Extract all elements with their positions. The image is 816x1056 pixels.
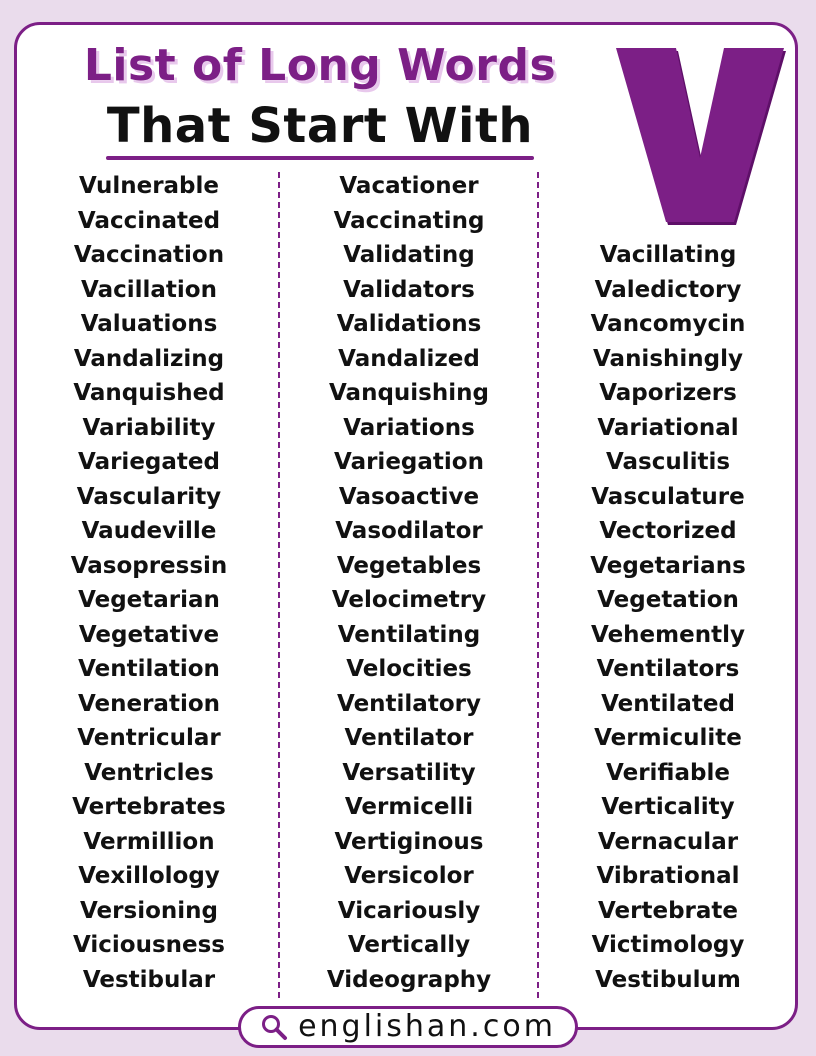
word-item: Validations xyxy=(336,311,482,337)
word-item: Vertically xyxy=(347,932,471,958)
word-column-3 xyxy=(548,238,788,997)
word-item: Vasculitis xyxy=(605,449,731,475)
word-item: Variegated xyxy=(78,449,220,475)
word-item: Vibrational xyxy=(596,863,740,889)
word-item: Velocimetry xyxy=(331,587,487,613)
word-item: Vancomycin xyxy=(590,311,746,337)
word-item: Victimology xyxy=(591,932,745,958)
word-item: Validators xyxy=(343,276,475,303)
word-item: Velocities xyxy=(346,656,472,682)
word-item: Vertiginous xyxy=(334,828,484,855)
word-item: Versatility xyxy=(342,759,476,786)
word-column-2 xyxy=(289,169,529,997)
word-item: Ventricular xyxy=(77,725,221,751)
word-item: Vertebrate xyxy=(598,897,738,924)
word-item: Vexillology xyxy=(78,863,220,889)
word-item: Vaporizers xyxy=(599,380,737,406)
word-item: Verifiable xyxy=(606,759,730,786)
word-item: Ventricles xyxy=(84,759,214,786)
word-item: Versicolor xyxy=(344,863,474,889)
word-item: Ventilators xyxy=(596,656,740,682)
word-item: Vegetarian xyxy=(78,587,220,613)
word-item: Vasculature xyxy=(591,483,745,510)
word-item: Vacillating xyxy=(599,242,737,268)
word-item: Vernacular xyxy=(597,828,739,855)
word-item: Vestibulum xyxy=(595,966,741,993)
word-item: Vaccinated xyxy=(77,207,221,234)
word-item: Videography xyxy=(326,966,492,993)
word-item: Viciousness xyxy=(72,932,225,958)
word-item: Valedictory xyxy=(594,276,742,303)
word-item: Vegetarians xyxy=(590,552,746,579)
word-item: Ventilating xyxy=(337,621,481,648)
word-item: Vasoactive xyxy=(338,483,480,510)
word-item: Vegetables xyxy=(336,552,482,579)
word-item: Ventilator xyxy=(344,725,474,751)
word-item: Vasopressin xyxy=(70,552,228,579)
word-item: Variability xyxy=(82,414,216,441)
word-item: Vermillion xyxy=(83,828,215,855)
word-item: Vascularity xyxy=(76,483,222,510)
word-item: Vulnerable xyxy=(78,173,220,199)
column-divider-1 xyxy=(278,172,280,998)
word-item: Variations xyxy=(343,414,475,441)
word-item: Vaccinating xyxy=(333,207,485,234)
word-item: Vehemently xyxy=(591,621,745,648)
word-item: Ventilation xyxy=(78,656,220,682)
word-item: Vanquished xyxy=(73,380,225,406)
word-item: Vacillation xyxy=(81,276,217,303)
word-item: Vicariously xyxy=(337,897,481,924)
word-item: Vermicelli xyxy=(344,794,474,820)
website-url[interactable]: englishan.com xyxy=(298,1009,556,1044)
word-item: Valuations xyxy=(80,311,218,337)
column-divider-2 xyxy=(537,172,539,998)
big-letter-v xyxy=(608,40,788,230)
word-item: Vandalized xyxy=(338,345,480,372)
word-column-1 xyxy=(29,169,269,997)
word-item: Vermiculite xyxy=(594,725,742,751)
title-line-2: That Start With xyxy=(106,98,534,154)
word-item: Veneration xyxy=(77,690,221,717)
word-item: Ventilated xyxy=(601,690,735,717)
word-item: Vaccination xyxy=(73,242,225,268)
word-item: Vertebrates xyxy=(72,794,226,820)
word-item: Vestibular xyxy=(82,966,216,993)
title-underline xyxy=(106,156,534,160)
word-item: Vacationer xyxy=(339,173,479,199)
title-line-1: List of Long Words xyxy=(83,40,557,91)
word-item: Validating xyxy=(343,242,475,268)
word-item: Vectorized xyxy=(599,518,737,544)
word-item: Vandalizing xyxy=(73,345,225,372)
word-item: Variational xyxy=(597,414,739,441)
word-item: Vasodilator xyxy=(335,518,483,544)
search-icon xyxy=(260,1013,288,1041)
word-item: Vanquishing xyxy=(329,380,489,406)
word-item: Verticality xyxy=(601,794,735,820)
word-item: Variegation xyxy=(334,449,484,475)
word-item: Vegetative xyxy=(78,621,220,648)
word-item: Ventilatory xyxy=(337,690,481,717)
website-badge[interactable] xyxy=(238,1006,578,1048)
word-item: Vegetation xyxy=(597,587,739,613)
word-item: Vanishingly xyxy=(593,345,743,372)
word-item: Versioning xyxy=(80,897,218,924)
word-item: Vaudeville xyxy=(81,518,217,544)
